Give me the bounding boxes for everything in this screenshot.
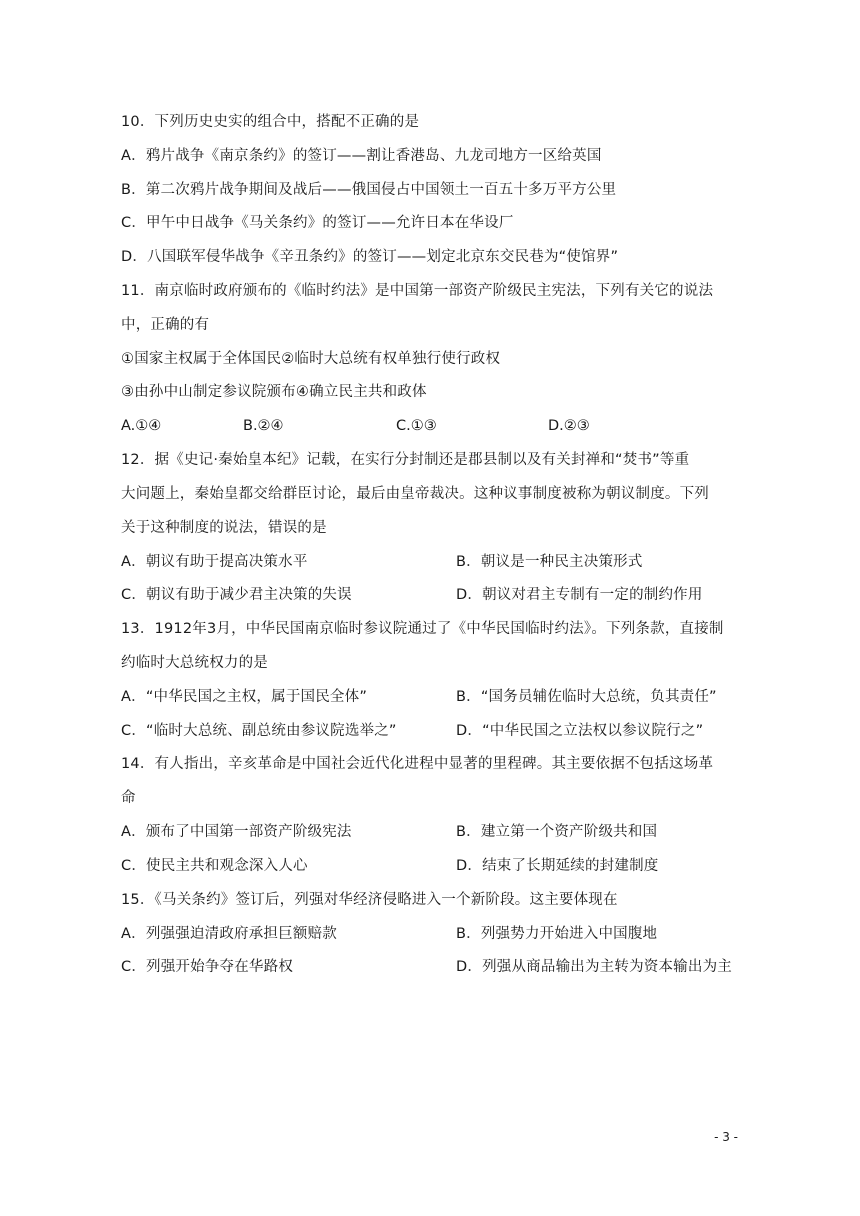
question-11-option-d: D.②③ (548, 418, 590, 434)
question-11-stem-line-2: 中，正确的有 (121, 317, 210, 333)
question-13-stem-line-2: 约临时大总统权力的是 (121, 655, 268, 671)
question-15-option-b: B．列强势力开始进入中国腹地 (456, 926, 658, 942)
question-14-option-c: C．使民主共和观念深入人心 (121, 858, 308, 874)
question-12-option-a: A．朝议有助于提高决策水平 (121, 554, 308, 570)
question-11-stem-line-1: 11．南京临时政府颁布的《临时约法》是中国第一部资产阶级民主宪法，下列有关它的说法 (121, 283, 714, 299)
question-13-stem-line-1: 13．1912年3月，中华民国南京临时参议院通过了《中华民国临时约法》。下列条款，直接制 (121, 621, 724, 637)
question-10-stem: 10．下列历史史实的组合中，搭配不正确的是 (121, 114, 420, 130)
question-14-stem-line-2: 命 (121, 790, 136, 806)
question-15-option-d: D．列强从商品输出为主转为资本输出为主 (456, 959, 732, 975)
question-10-option-b: B．第二次鸦片战争期间及战后——俄国侵占中国领土一百五十多万平方公里 (121, 182, 617, 198)
question-12-stem-line-3: 关于这种制度的说法，错误的是 (121, 520, 327, 536)
question-14-option-b: B．建立第一个资产阶级共和国 (456, 824, 658, 840)
question-13-option-c: C．“临时大总统、副总统由参议院选举之” (121, 723, 397, 739)
question-11-item-1: ①国家主权属于全体国民②临时大总统有权单独行使行政权 (121, 351, 501, 367)
question-15-stem: 15．《马关条约》签订后，列强对华经济侵略进入一个新阶段。这主要体现在 (121, 892, 618, 908)
question-12-option-d: D．朝议对君主专制有一定的制约作用 (456, 587, 703, 603)
question-15-option-a: A．列强强迫清政府承担巨额赔款 (121, 926, 337, 942)
question-14-option-a: A．颁布了中国第一部资产阶级宪法 (121, 824, 352, 840)
question-10-option-d: D．八国联军侵华战争《辛丑条约》的签订——划定北京东交民巷为“使馆界” (121, 249, 619, 265)
question-15-option-c: C．列强开始争夺在华路权 (121, 959, 294, 975)
question-13-option-d: D．“中华民国之立法权以参议院行之” (456, 723, 704, 739)
question-11-option-a: A.①④ (121, 418, 162, 434)
question-12-stem-line-2: 大问题上，秦始皇都交给群臣讨论，最后由皇帝裁决。这种议事制度被称为朝议制度。下列 (121, 486, 709, 502)
question-11-option-b: B.②④ (243, 418, 284, 434)
question-13-option-b: B．“国务员辅佐临时大总统，负其责任” (456, 689, 717, 705)
question-11-item-2: ③由孙中山制定参议院颁布④确立民主共和政体 (121, 384, 427, 400)
question-12-stem-line-1: 12．据《史记·秦始皇本纪》记载，在实行分封制还是郡县制以及有关封禅和“焚书”等重 (121, 452, 690, 468)
question-11-option-c: C.①③ (396, 418, 437, 434)
question-10-option-a: A．鸦片战争《南京条约》的签订——割让香港岛、九龙司地方一区给英国 (121, 148, 602, 164)
page-number: - 3 - (714, 1130, 738, 1144)
question-14-option-d: D．结束了长期延续的封建制度 (456, 858, 659, 874)
question-12-option-c: C．朝议有助于减少君主决策的失误 (121, 587, 352, 603)
question-14-stem-line-1: 14．有人指出，辛亥革命是中国社会近代化进程中显著的里程碑。其主要依据不包括这场革 (121, 756, 714, 772)
question-12-option-b: B．朝议是一种民主决策形式 (456, 554, 643, 570)
question-13-option-a: A．“中华民国之主权，属于国民全体” (121, 689, 368, 705)
question-10-option-c: C．甲午中日战争《马关条约》的签订——允许日本在华设厂 (121, 215, 514, 231)
